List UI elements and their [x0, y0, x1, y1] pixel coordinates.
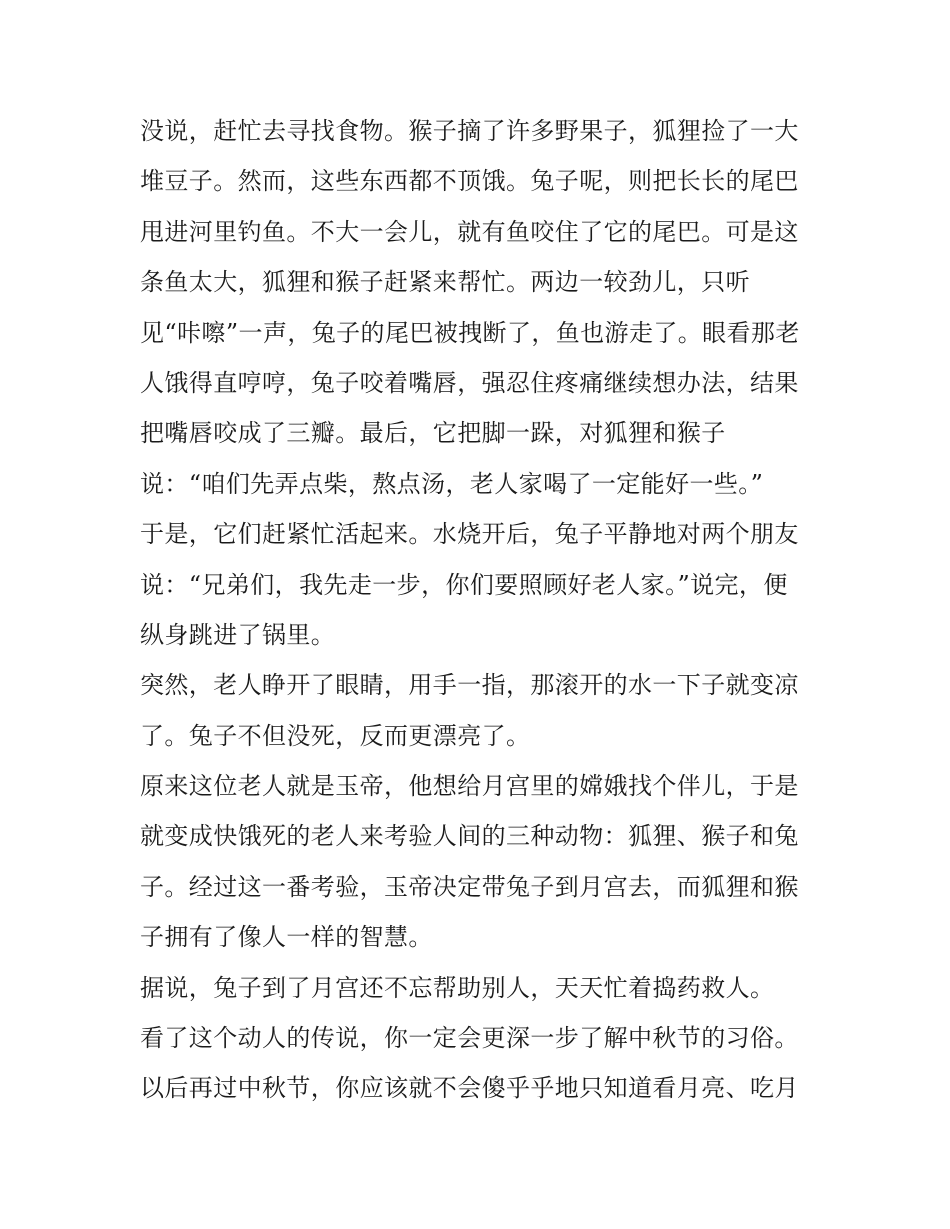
text-line: 人饿得直哼哼，兔子咬着嘴唇，强忍住疼痛继续想办法，结果 [140, 368, 799, 397]
text-line: 看了这个动人的传说，你一定会更深一步了解中秋节的习俗。 [140, 1024, 799, 1053]
text-line: 原来这位老人就是玉帝，他想给月宫里的嫦娥找个伴儿，于是 [140, 772, 799, 801]
text-line: 突然，老人睁开了眼睛，用手一指，那滚开的水一下子就变凉 [140, 671, 799, 700]
text-line: 堆豆子。然而，这些东西都不顶饿。兔子呢，则把长长的尾巴 [140, 167, 799, 196]
text-line: 子拥有了像人一样的智慧。 [140, 923, 433, 952]
text-line: 甩进河里钓鱼。不大一会儿，就有鱼咬住了它的尾巴。可是这 [140, 217, 799, 246]
text-line: 把嘴唇咬成了三瓣。最后，它把脚一跺，对狐狸和猴子 [140, 419, 726, 448]
text-line: 说：“兄弟们，我先走一步，你们要照顾好老人家。”说完，便 [140, 570, 788, 599]
text-line: 了。兔子不但没死，反而更漂亮了。 [140, 721, 531, 750]
text-line: 据说，兔子到了月宫还不忘帮助别人，天天忙着捣药救人。 [140, 973, 775, 1002]
text-line: 就变成快饿死的老人来考验人间的三种动物：狐狸、猴子和兔 [140, 822, 799, 851]
text-line: 没说，赶忙去寻找食物。猴子摘了许多野果子，狐狸捡了一大 [140, 117, 799, 145]
text-line: 条鱼太大，狐狸和猴子赶紧来帮忙。两边一较劲儿，只听 [140, 268, 750, 297]
text-line: 子。经过这一番考验，玉帝决定带兔子到月宫去，而狐狸和猴 [140, 872, 799, 901]
text-line: 纵身跳进了锅里。 [140, 620, 336, 649]
text-line: 说：“咱们先弄点柴，熬点汤，老人家喝了一定能好一些。” [140, 469, 764, 498]
text-line: 以后再过中秋节，你应该就不会傻乎乎地只知道看月亮、吃月 [140, 1074, 799, 1103]
body-text [140, 106, 820, 1114]
text-line: 于是，它们赶紧忙活起来。水烧开后，兔子平静地对两个朋友 [140, 520, 799, 549]
text-line: 见“咔嚓”一声，兔子的尾巴被拽断了，鱼也游走了。眼看那老 [140, 318, 800, 347]
